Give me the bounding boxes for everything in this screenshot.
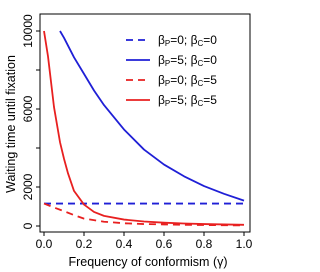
x-tick-label: 0.2 [75,237,93,251]
x-tick-label: 0.0 [35,237,53,251]
y-tick-label: 6000 [21,95,35,123]
legend-label-2: βP=5; βC=0 [158,53,217,68]
legend-label-4: βP=5; βC=5 [158,93,217,108]
y-tick-label: 2000 [21,173,35,201]
x-tick-label: 0.4 [115,237,133,251]
x-tick-label: 1.0 [235,237,253,251]
y-axis-label: Waiting time until fixation [4,55,18,193]
legend [126,33,217,108]
y-tick-label: 10000 [21,14,35,48]
x-axis-label: Frequency of conformism (γ) [68,255,228,269]
legend-label-3: βP=0; βC=5 [158,73,217,88]
plot-frame [40,14,250,232]
axes [21,14,253,251]
x-tick-label: 0.6 [155,237,173,251]
legend-label-1: βP=0; βC=0 [158,33,217,48]
x-tick-label: 0.8 [195,237,213,251]
y-tick-label: 0 [21,222,35,230]
